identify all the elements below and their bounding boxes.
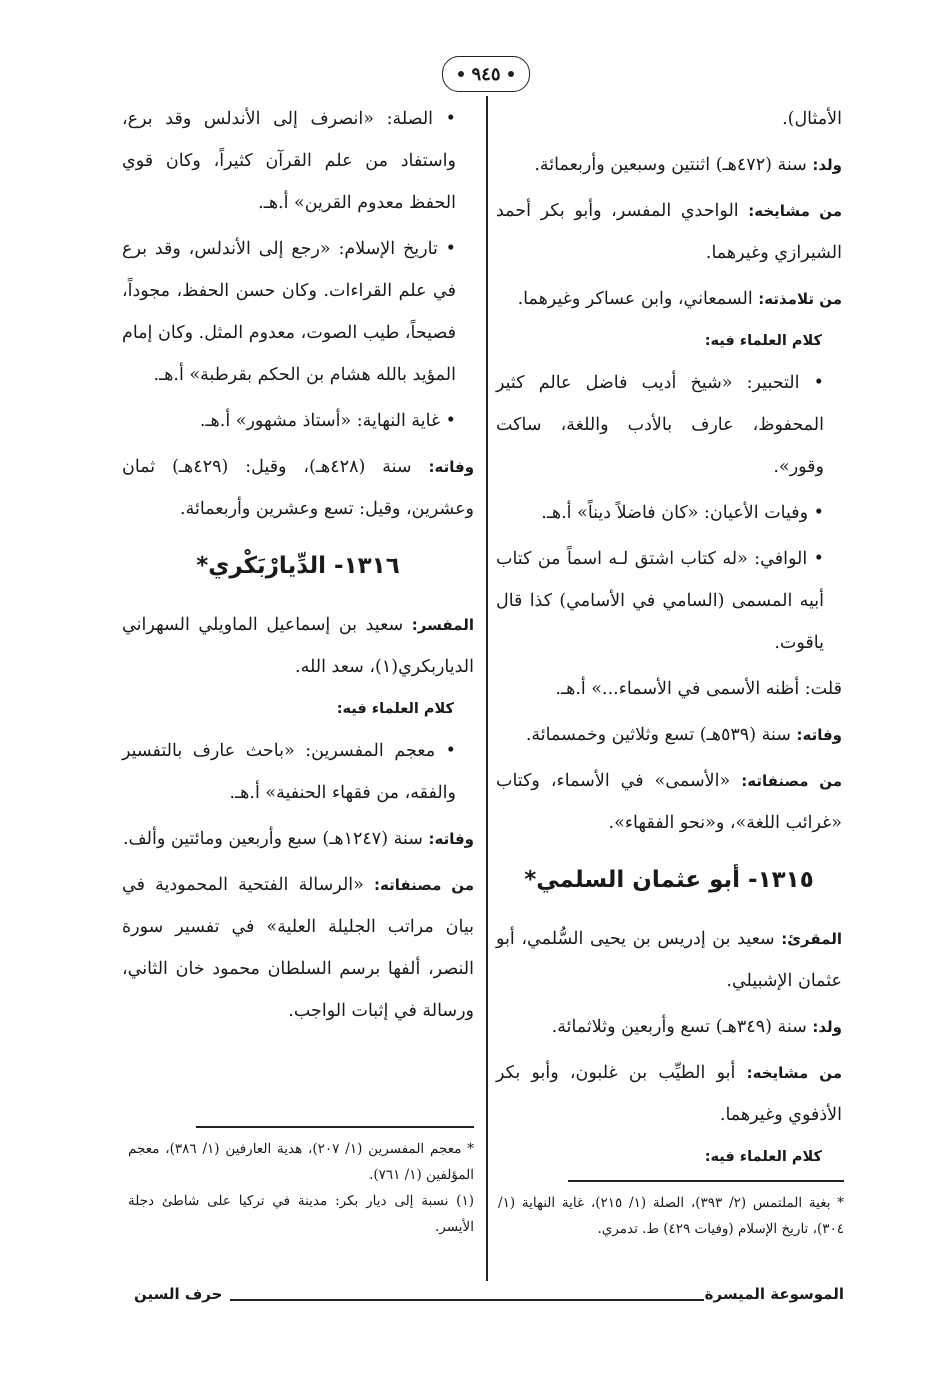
field-paragraph [496,714,842,756]
field-paragraph [496,144,842,186]
field-paragraph [496,1052,842,1136]
field-text: سنة (٣٤٩هـ) تسع وأربعين وثلاثمائة. [551,1017,813,1037]
footer-chapter-title: حرف السين [134,1285,223,1303]
field-paragraph [122,864,474,1032]
footer-rule [230,1299,704,1301]
footnote: (١) نسبة إلى ديار بكر: مدينة في تركيا على شاطئ دجلة الأيسر. [128,1193,474,1235]
field-label: ولد: [812,156,842,174]
right-column [496,98,842,1178]
field-label: ولد: [812,1018,842,1036]
footnote-rule-left [196,1126,474,1128]
quote-paragraph: • وفيات الأعيان: «كان فاضلاً ديناً» أ.هـ. [541,503,824,523]
field-label: من تلامذته: [758,290,842,308]
field-text: «الأسمى» في الأسماء، وكتاب «غرائب اللغة»، و«نحو الفقهاء». [496,771,842,833]
footnotes-left [128,1136,474,1240]
field-text: أبو الطيِّب بن غلبون، وأبو بكر الأذفوي وغيرهما. [496,1063,842,1125]
quote-paragraph: • الوافي: «له كتاب اشتق لـه اسماً من كتاب أبيه المسمى (السامي في الأسامي) كذا قال ياقوت. [496,549,824,653]
field-label: من مشايخه: [748,202,842,220]
section-subheading: كلام العلماء فيه: [704,333,822,349]
field-text: سنة (١٢٤٧هـ) سبع وأربعين ومائتين وألف. [122,829,429,849]
field-paragraph [496,760,842,844]
field-paragraph [122,604,474,688]
quote-paragraph: • تاريخ الإسلام: «رجع إلى الأندلس، وقد برع في علم القراءات. وكان حسن الحفظ، مجوداً، فصيحاً، طيب الصوت، معدوم المثل. وكان إمام المؤيد بالله هشام بن الحكم بقرطبة» أ.هـ. [122,239,456,385]
field-paragraph [496,190,842,274]
field-label: المفسر: [411,616,474,634]
field-text: الواحدي المفسر، وأبو بكر أحمد الشيرازي وغيرهما. [496,201,842,263]
field-paragraph [122,446,474,530]
entry-heading: ١٣١٥- أبو عثمان السلمي* [524,867,814,893]
field-text: سعيد بن إسماعيل الماويلي السهراني الدياربكري(١)، سعد الله. [122,615,474,677]
footnotes-right [498,1190,844,1242]
field-paragraph [496,918,842,1002]
field-text: سنة (٤٢٨هـ)، وقيل: (٤٢٩هـ) ثمان وعشرين، وقيل: تسع وعشرين وأربعمائة. [122,457,474,519]
field-label: من مشايخه: [746,1064,842,1082]
field-label: وفاته: [428,830,474,848]
field-label: من مصنفاته: [741,772,842,790]
text-paragraph: الأمثال). [782,109,842,129]
ornament-dot [508,71,514,77]
field-label: من مصنفاته: [374,876,474,894]
footnote: * معجم المفسرين (١/ ٢٠٧)، هدية العارفين (١/ ٣٨٦)، معجم المؤلفين (١/ ٧٦١). [128,1141,475,1183]
quote-paragraph: • معجم المفسرين: «باحث عارف بالتفسير والفقه، من فقهاء الحنفية» أ.هـ. [122,741,456,803]
field-label: وفاته: [428,458,475,476]
section-subheading: كلام العلماء فيه: [704,1149,822,1165]
section-subheading: كلام العلماء فيه: [336,701,454,717]
field-text: السمعاني، وابن عساكر وغيرهما. [517,289,759,309]
footnote-rule-right [568,1180,844,1182]
field-paragraph [496,1006,842,1048]
text-paragraph: قلت: أظنه الأسمى في الأسماء...» أ.هـ. [555,679,842,699]
ornament-dot [458,71,464,77]
field-text: سنة (٤٧٢هـ) اثنتين وسبعين وأربعمائة. [534,155,813,175]
field-text: سعيد بن إدريس بن يحيى السُّلمي، أبو عثمان الإشبيلي. [496,929,842,991]
page-number: ٩٤٥ [471,63,501,85]
field-label: وفاته: [796,726,842,744]
entry-heading: ١٣١٦- الدِّيارْبَكْري* [196,553,400,579]
page-number-badge [442,56,530,92]
field-label: المقرئ: [781,930,842,948]
quote-paragraph: • غاية النهاية: «أستاذ مشهور» أ.هـ. [199,411,456,431]
quote-paragraph: • التحبير: «شيخ أديب فاضل عالم كثير المحفوظ، عارف بالأدب واللغة، ساكت وقور». [496,373,824,477]
footnote: * بغية الملتمس (٢/ ٣٩٣)، الصلة (١/ ٢١٥)، غاية النهاية (١/ ٣٠٤)، تاريخ الإسلام (وفيات ٤٢٩) ط. تدمري. [498,1195,845,1237]
column-divider [486,96,488,1281]
field-paragraph [496,278,842,320]
quote-paragraph: • الصلة: «انصرف إلى الأندلس وقد برع، واستفاد من علم القرآن كثيراً، وكان قوي الحفظ معدوم القرين» أ.هـ. [122,109,456,213]
field-paragraph [122,818,474,860]
field-text: «الرسالة الفتحية المحمودية في بيان مراتب الجليلة العلية» في تفسير سورة النصر، ألفها برسم السلطان محمود خان الثاني، ورسالة في إثبات الواجب. [122,875,474,1021]
field-text: سنة (٥٣٩هـ) تسع وثلاثين وخمسمائة. [525,725,797,745]
left-column [122,98,474,1036]
footer-book-title: الموسوعة الميسرة [704,1285,844,1303]
